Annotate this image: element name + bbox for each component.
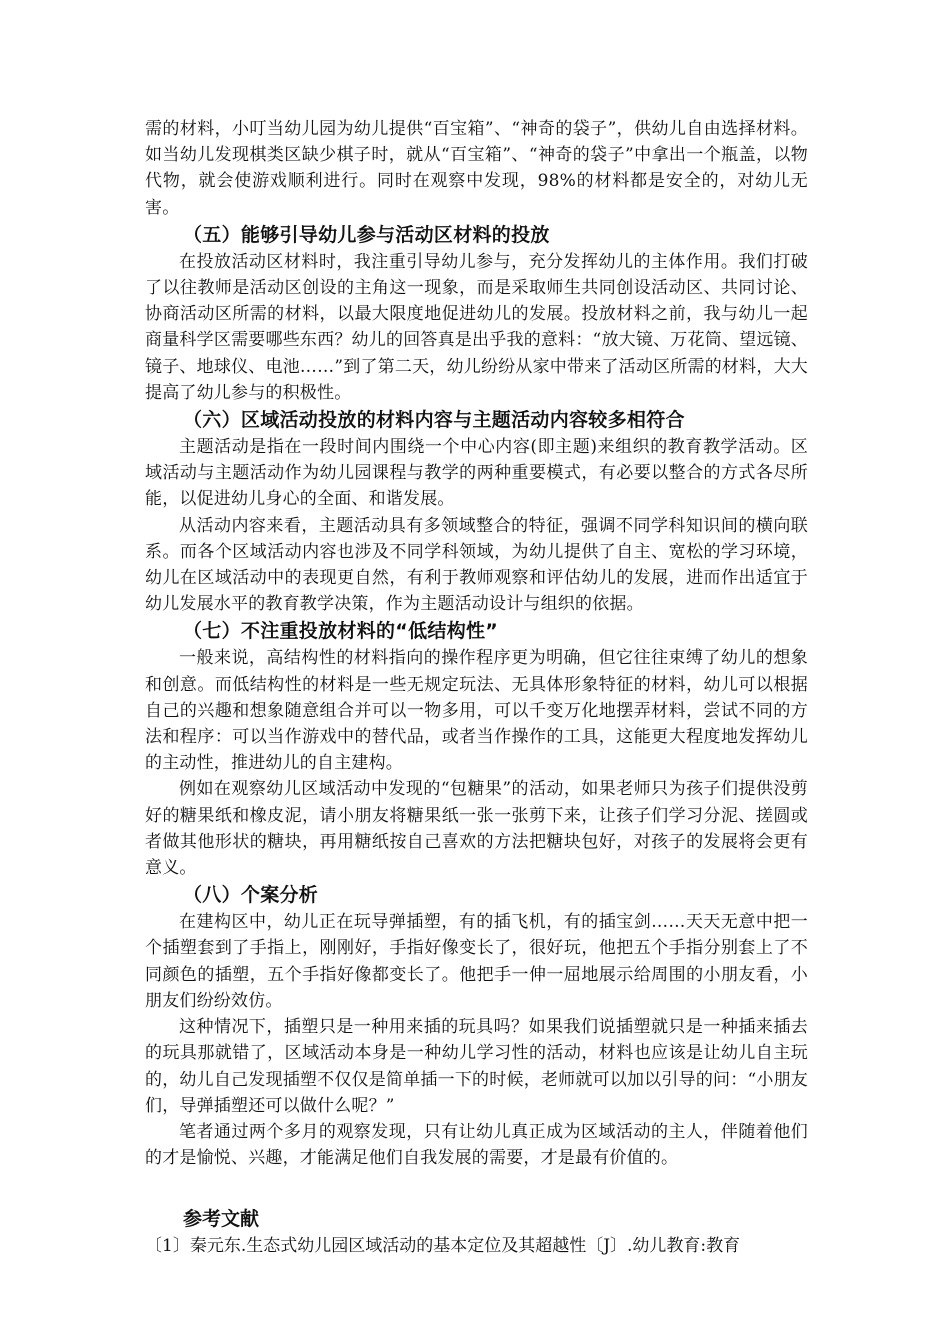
body-paragraph: 需的材料，小叮当幼儿园为幼儿提供“百宝箱”、“神奇的袋子”，供幼儿自由选择材料。如当幼儿发现棋类区缺少棋子时，就从“百宝箱”、“神奇的袋子”中拿出一个瓶盖，以物代物，就会使游戏顺利进行。同时在观察中发现，98%的材料都是安全的，对幼儿无害。 [145, 119, 808, 218]
section-heading-5: （五）能够引导幼儿参与活动区材料的投放 [183, 223, 550, 246]
section-heading-7: （七）不注重投放材料的“低结构性” [183, 620, 499, 643]
references-heading: 参考文献 [183, 1208, 260, 1231]
section-heading-6: （六）区域活动投放的材料内容与主题活动内容较多相符合 [183, 409, 685, 432]
body-paragraph: 笔者通过两个多月的观察发现，只有让幼儿真正成为区域活动的主人，伴随着他们的才是愉悦、兴趣，才能满足他们自我发展的需要，才是最有价值的。 [145, 1121, 808, 1169]
body-paragraph: 一般来说，高结构性的材料指向的操作程序更为明确，但它往往束缚了幼儿的想象和创意。而低结构性的材料是一些无规定玩法、无具体形象特征的材料，幼儿可以根据自己的兴趣和想象随意组合并可以一物多用，可以千变万化地摆弄材料，尝试不同的方法和程序：可以当作游戏中的替代品，或者当作操作的工具，这能更大程度地发挥幼儿的主动性，推进幼儿的自主建构。 [145, 648, 808, 774]
body-paragraph: 这种情况下，插塑只是一种用来插的玩具吗？如果我们说插塑就只是一种插来插去的玩具那就错了，区域活动本身是一种幼儿学习性的活动，材料也应该是让幼儿自主玩的，幼儿自己发现插塑不仅仅是简单插一下的时候，老师就可以加以引导的问：“小朋友们，导弹插塑还可以做什么呢？” [145, 1017, 808, 1116]
document-page [145, 116, 808, 1259]
body-paragraph: 主题活动是指在一段时间内围绕一个中心内容(即主题)来组织的教育教学活动。区域活动与主题活动作为幼儿园课程与教学的两种重要模式，有必要以整合的方式各尽所能，以促进幼儿身心的全面、和谐发展。 [145, 437, 808, 510]
body-paragraph: 例如在观察幼儿区域活动中发现的“包糖果”的活动，如果老师只为孩子们提供没剪好的糖果纸和橡皮泥，请小朋友将糖果纸一张一张剪下来，让孩子们学习分泥、搓圆或者做其他形状的糖块，再用糖纸按自己喜欢的方法把糖块包好，对孩子的发展将会更有意义。 [145, 779, 808, 879]
body-paragraph: 从活动内容来看，主题活动具有多领域整合的特征，强调不同学科知识间的横向联系。而各个区域活动内容也涉及不同学科领域，为幼儿提供了自主、宽松的学习环境，幼儿在区域活动中的表现更自然，有利于教师观察和评估幼儿的发展，进而作出适宜于幼儿发展水平的教育教学决策，作为主题活动设计与组织的依据。 [145, 515, 808, 615]
section-heading-8: （八）个案分析 [183, 884, 319, 907]
body-paragraph: 在建构区中，幼儿正在玩导弹插塑，有的插飞机，有的插宝剑……天天无意中把一个插塑套到了手指上，刚刚好，手指好像变长了，很好玩，他把五个手指分别套上了不同颜色的插塑，五个手指好像都变长了。他把手一伸一屈地展示给周围的小朋友看，小朋友们纷纷效仿。 [145, 912, 808, 1011]
reference-item: 〔1〕秦元东.生态式幼儿园区域活动的基本定位及其超越性〔J〕.幼儿教育:教育 [145, 1236, 741, 1257]
body-paragraph: 在投放活动区材料时，我注重引导幼儿参与，充分发挥幼儿的主体作用。我们打破了以往教师是活动区创设的主角这一现象，而是采取师生共同创设活动区、共同讨论、协商活动区所需的材料，以最大限度地促进幼儿的发展。投放材料之前，我与幼儿一起商量科学区需要哪些东西？幼儿的回答真是出乎我的意料：“放大镜、万花筒、望远镜、镜子、地球仪、电池……”到了第二天，幼儿纷纷从家中带来了活动区所需的材料，大大提高了幼儿参与的积极性。 [145, 251, 808, 403]
